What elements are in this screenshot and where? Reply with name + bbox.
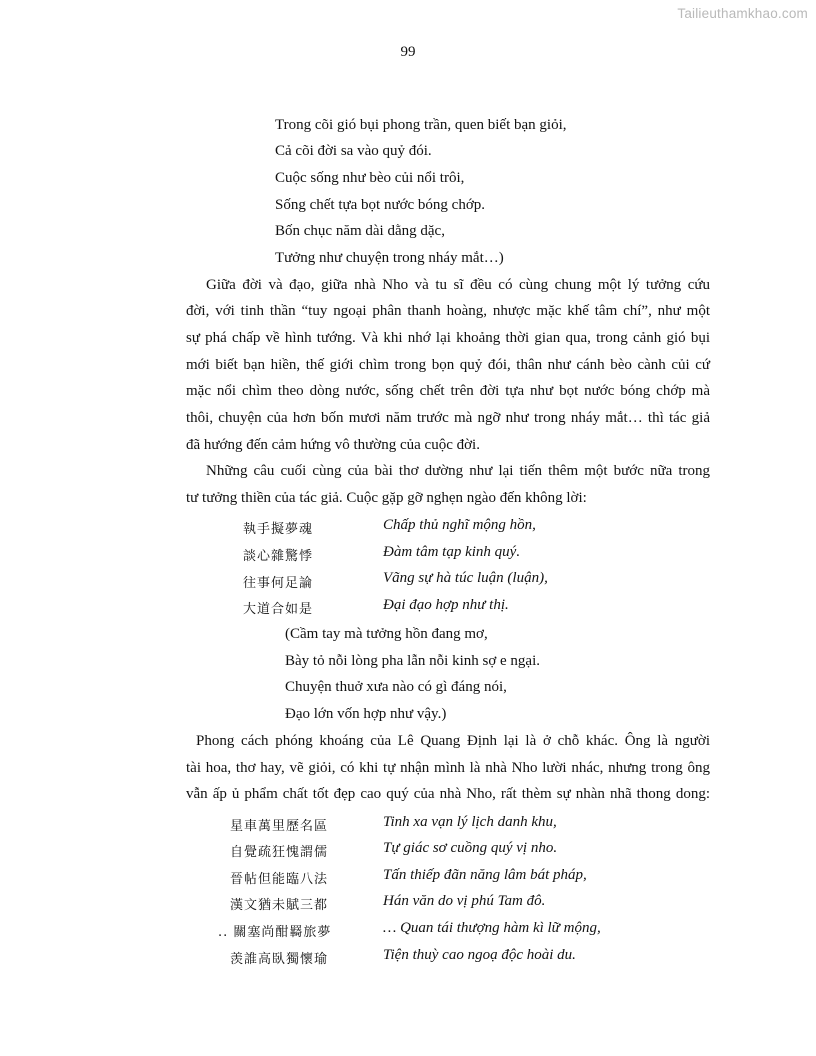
- transliteration-line: Tinh xa vạn lý lịch danh khu,: [383, 814, 557, 830]
- transliteration-line: Đàm tâm tạp kinh quý.: [383, 544, 521, 560]
- transliteration-line: Đại đạo hợp như thị.: [383, 597, 509, 613]
- han-line: .. 關塞尚酣羇旅夢: [218, 925, 332, 940]
- translation-line: Đạo lớn vốn hợp như vậy.): [285, 706, 447, 722]
- watermark: Tailieuthamkhao.com: [677, 6, 808, 21]
- transliteration-line: … Quan tái thượng hàm kì lữ mộng,: [383, 920, 601, 936]
- paragraph-line: mới biết bạn hiền, thế giới chìm trong bọn quỷ đói, thân như cánh bèo cành củi cứ: [186, 357, 710, 373]
- paragraph-line: sự phá chấp về hình tướng. Và khi nhớ lại khoảng thời gian qua, trong cảnh gió bụi: [186, 330, 710, 346]
- han-line: 漢文猶未賦三都: [230, 898, 329, 913]
- han-line: 羡誰高臥獨懷瑜: [230, 952, 329, 967]
- han-line: 晉帖但能臨八法: [230, 872, 329, 887]
- poem-line: Trong cõi gió bụi phong trần, quen biết bạn giỏi,: [275, 117, 567, 133]
- poem-line: Cuộc sống như bèo củi nổi trôi,: [275, 170, 465, 186]
- han-line: 談心雜驚悸: [243, 549, 314, 564]
- paragraph-line: Phong cách phóng khoáng của Lê Quang Định lại là ở chỗ khác. Ông là người: [196, 733, 710, 749]
- han-line: 星車萬里歷名區: [230, 819, 329, 834]
- transliteration-line: Tự giác sơ cuồng quý vị nho.: [383, 840, 558, 856]
- paragraph-line: Những câu cuối cùng của bài thơ dường như lại tiến thêm một bước nữa trong: [206, 463, 710, 479]
- translation-line: (Cầm tay mà tưởng hồn đang mơ,: [285, 626, 488, 642]
- translation-line: Chuyện thuở xưa nào có gì đáng nói,: [285, 679, 507, 695]
- paragraph-line: vẫn ấp ủ phẩm chất tốt đẹp cao quý của nhà Nho, rất thèm sự nhàn nhã thong dong:: [186, 786, 710, 802]
- poem-line: Bốn chục năm dài dằng dặc,: [275, 223, 445, 239]
- paragraph-line: Giữa đời và đạo, giữa nhà Nho và tu sĩ đều có cùng chung một lý tưởng cứu: [206, 277, 710, 293]
- transliteration-line: Tiện thuỳ cao ngoạ độc hoài du.: [383, 947, 576, 963]
- translation-line: Bày tỏ nỗi lòng pha lẫn nỗi kinh sợ e ngại.: [285, 653, 540, 669]
- han-line: 大道合如是: [243, 602, 314, 617]
- poem-line: Sống chết tựa bọt nước bóng chớp.: [275, 197, 486, 213]
- paragraph-line: thôi, chuyện của hơn bốn mươi năm trước mà ngỡ như trong nháy mắt… thì tác giả: [186, 410, 710, 426]
- transliteration-line: Chấp thủ nghĩ mộng hồn,: [383, 517, 536, 533]
- paragraph-line: mặc nổi chìm theo dòng nước, sống chết trên đời tựa như bọt nước bóng chớp mà: [186, 383, 710, 399]
- transliteration-line: Vãng sự hà túc luận (luận),: [383, 570, 548, 586]
- paragraph-line: đời, với tinh thần “tuy ngoại phân thanh hoàng, nhược mặc khế tâm chí”, như một: [186, 303, 710, 319]
- page-number: 99: [400, 44, 416, 60]
- paragraph-line: tài hoa, thơ hay, vẽ giỏi, có khi tự nhận mình là nhà Nho lười nhác, nhưng trong ông: [186, 760, 710, 776]
- transliteration-line: Hán văn do vị phú Tam đô.: [383, 893, 546, 909]
- poem-line: Cả cõi đời sa vào quỷ đói.: [275, 143, 432, 159]
- han-line: 自覺疏狂愧謂儒: [230, 845, 329, 860]
- paragraph-line: tư tưởng thiền của tác giả. Cuộc gặp gỡ nghẹn ngào đến không lời:: [186, 490, 587, 506]
- han-line: 執手擬夢魂: [243, 522, 314, 537]
- transliteration-line: Tấn thiếp đãn năng lâm bát pháp,: [383, 867, 587, 883]
- han-line: 往事何足論: [243, 576, 314, 591]
- paragraph-line: đã hướng đến cảm hứng vô thường của cuộc đời.: [186, 437, 480, 453]
- poem-line: Tưởng như chuyện trong nháy mắt…): [275, 250, 504, 266]
